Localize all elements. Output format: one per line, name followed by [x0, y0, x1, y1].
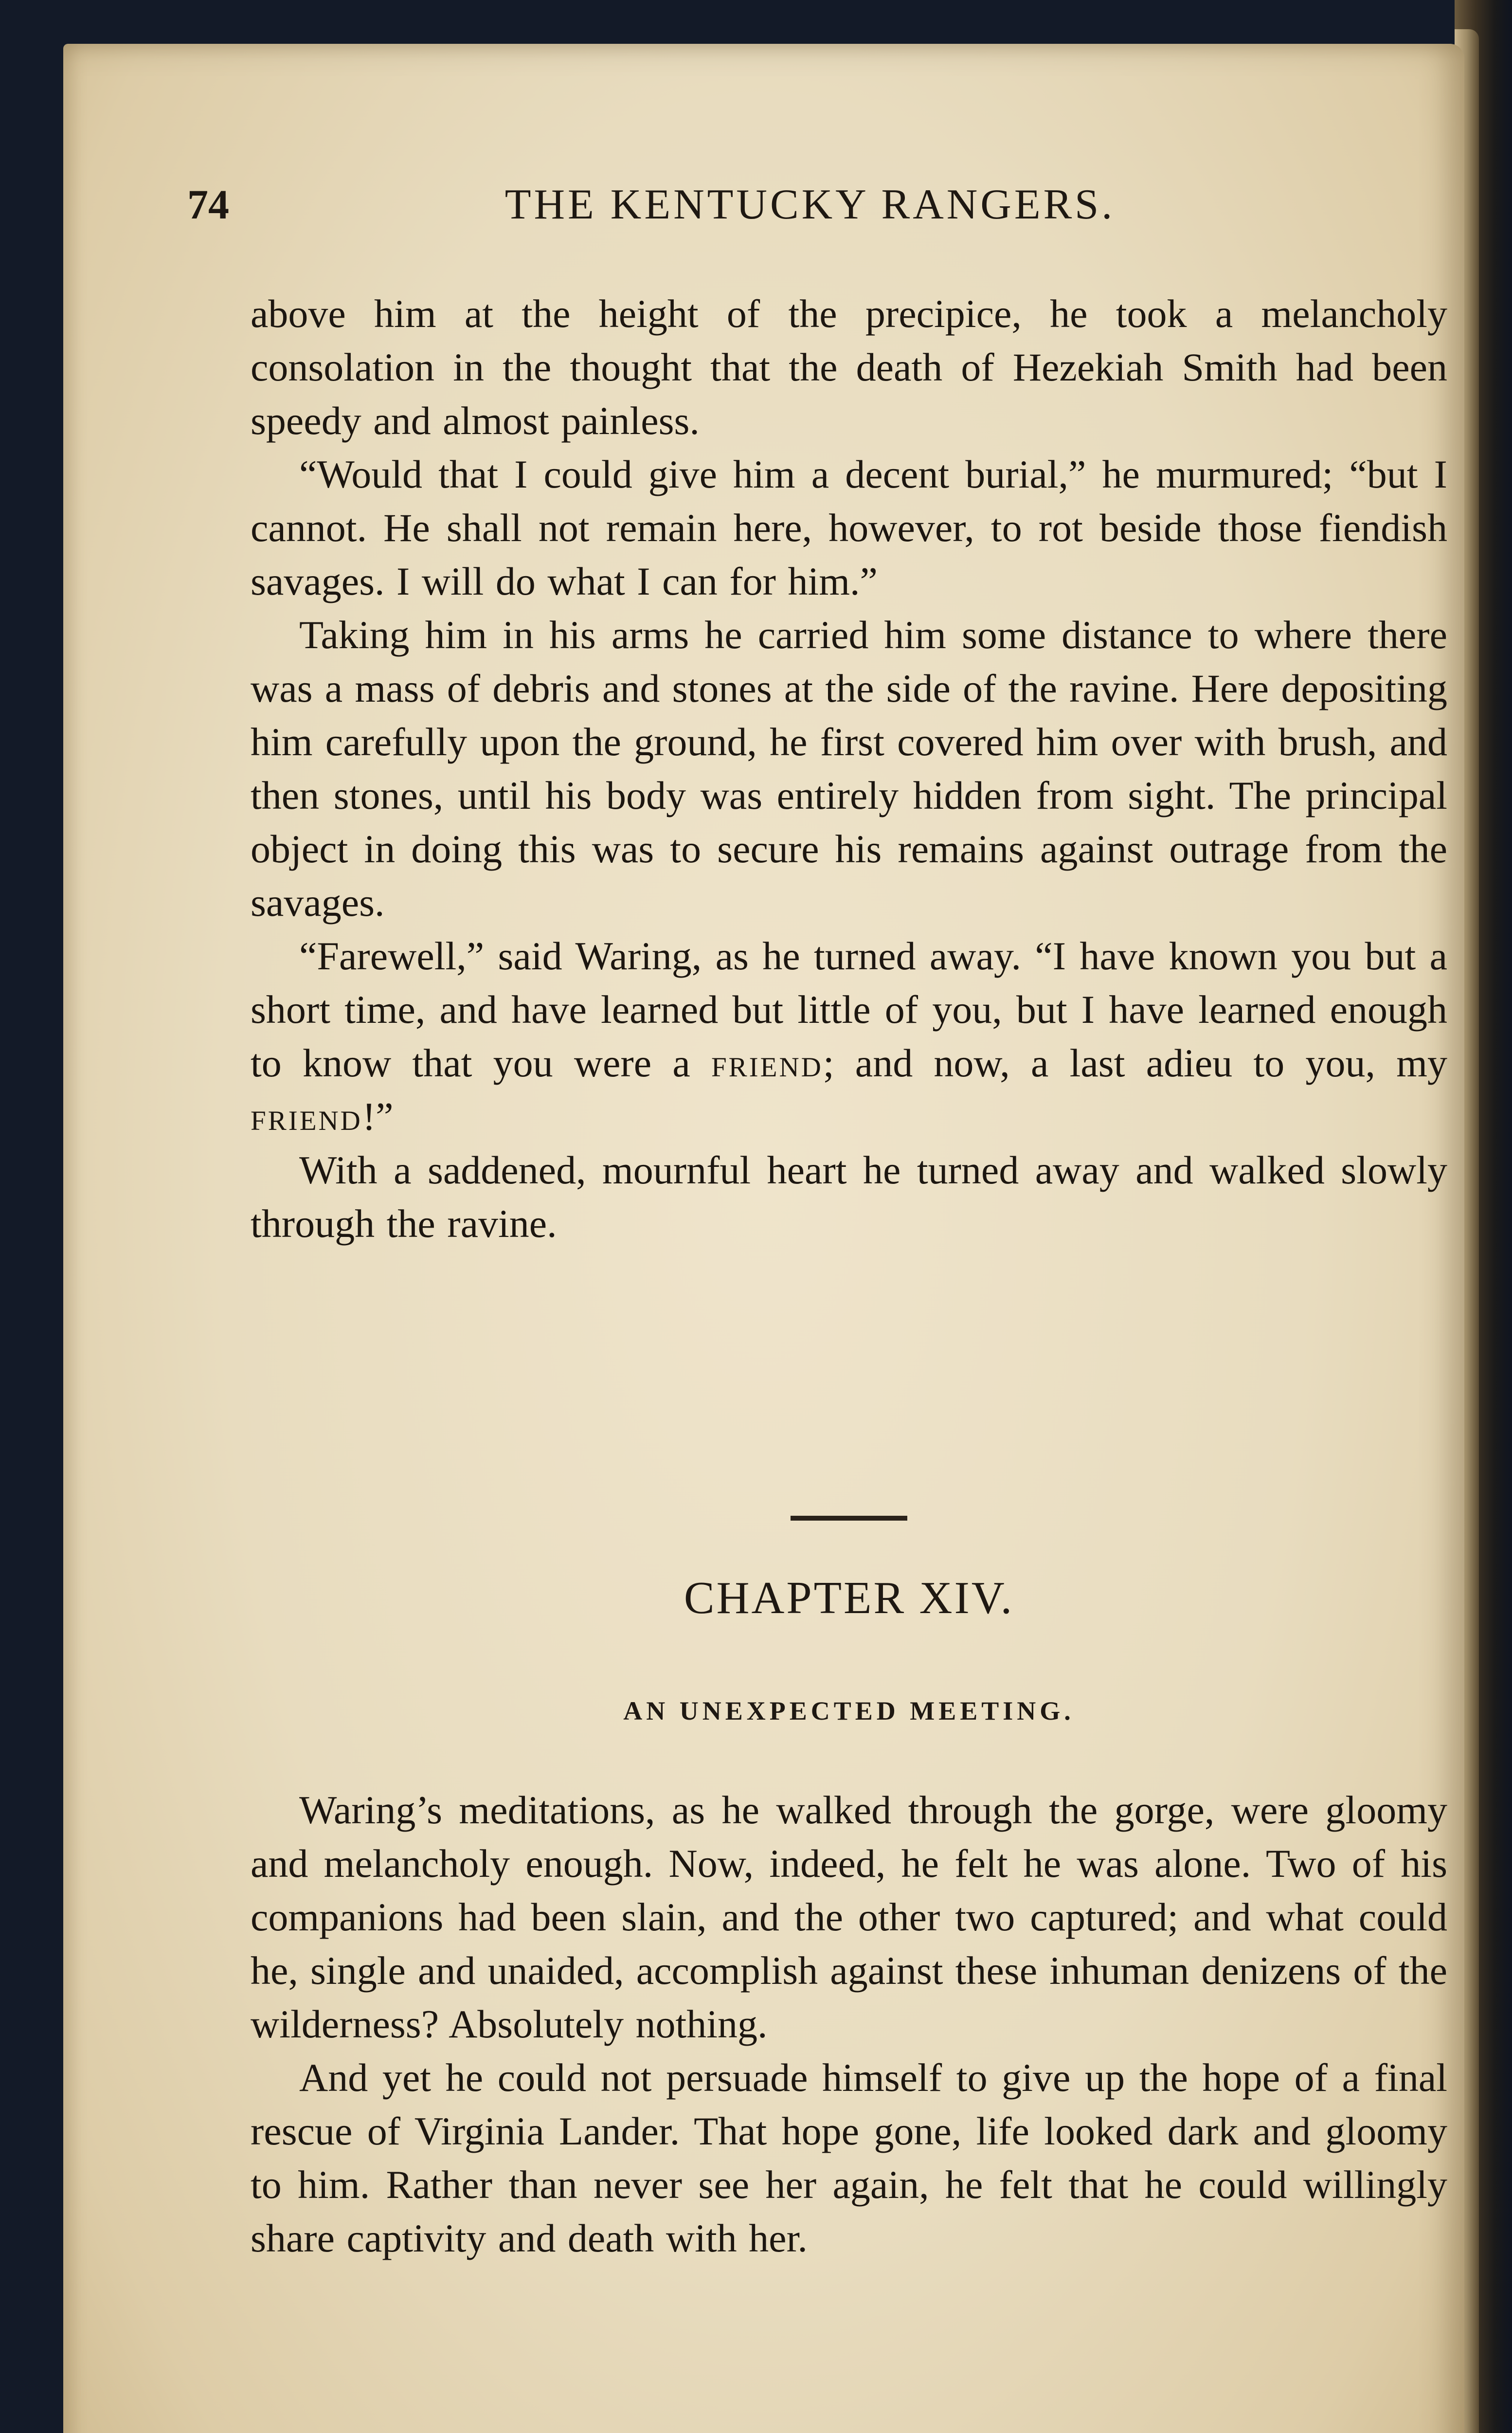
chapter-subtitle: AN UNEXPECTED MEETING.: [623, 1696, 1075, 1725]
paragraph-chapter-2: And yet he could not persuade himself to give up the hope of a final rescue of Virginia Lander. That hope gone, life looked dark and gloomy to him. Rather than never see her again, he felt that he could willingly share captivity and death with her.: [251, 2055, 1447, 2260]
text-block-1: [251, 287, 1447, 1251]
page-number: 74: [187, 181, 229, 228]
paragraph-farewell: [251, 929, 1447, 1144]
farewell-text-3: !”: [362, 1094, 394, 1139]
chapter-title: CHAPTER XIV.: [684, 1573, 1014, 1623]
friend-small-caps-2: friend: [251, 1094, 362, 1139]
running-head: [187, 170, 1365, 238]
paragraph-2: “Would that I could give him a decent burial,” he murmured; “but I cannot. He shall not remain here, however, to rot beside those fiendish savages. I will do what I can for him.”: [251, 452, 1447, 603]
farewell-text-1: “Farewell,” said Waring, as he turned away. “I have known you but a short time, and have learned but little of you, but I have learned enough to know that you were a: [251, 934, 1447, 1085]
paragraph-closing: With a saddened, mournful heart he turned away and walked slowly through the ravine.: [251, 1148, 1447, 1246]
paragraph-3: Taking him in his arms he carried him some distance to where there was a mass of debris and stones at the side of the ravine. Here depositing him carefully upon the ground, he first covered him over with brush, and then stones, until his body was entirely hidden from sight. The principal object in doing this was to secure his remains against outrage from the savages.: [251, 613, 1447, 925]
running-title: THE KENTUCKY RANGERS.: [504, 181, 1116, 228]
paragraph-chapter-1: Waring’s meditations, as he walked through the gorge, were gloomy and melancholy enough. Now, indeed, he felt he was alone. Two of his companions had been slain, and the other two captured; and what could he, single and unaided, accomplish against these inhuman denizens of the wilderness? Absolutely nothing.: [251, 1788, 1447, 2046]
section-divider-rule: [791, 1516, 907, 1521]
farewell-text-2: ; and now, a last adieu to you, my: [823, 1041, 1447, 1085]
text-block-2: [251, 1783, 1447, 2265]
paragraph-1: above him at the height of the precipice, he took a melancholy consolation in the thought that the death of Hezekiah Smith had been speedy and almost painless.: [251, 291, 1447, 443]
friend-small-caps-1: friend: [711, 1041, 823, 1085]
